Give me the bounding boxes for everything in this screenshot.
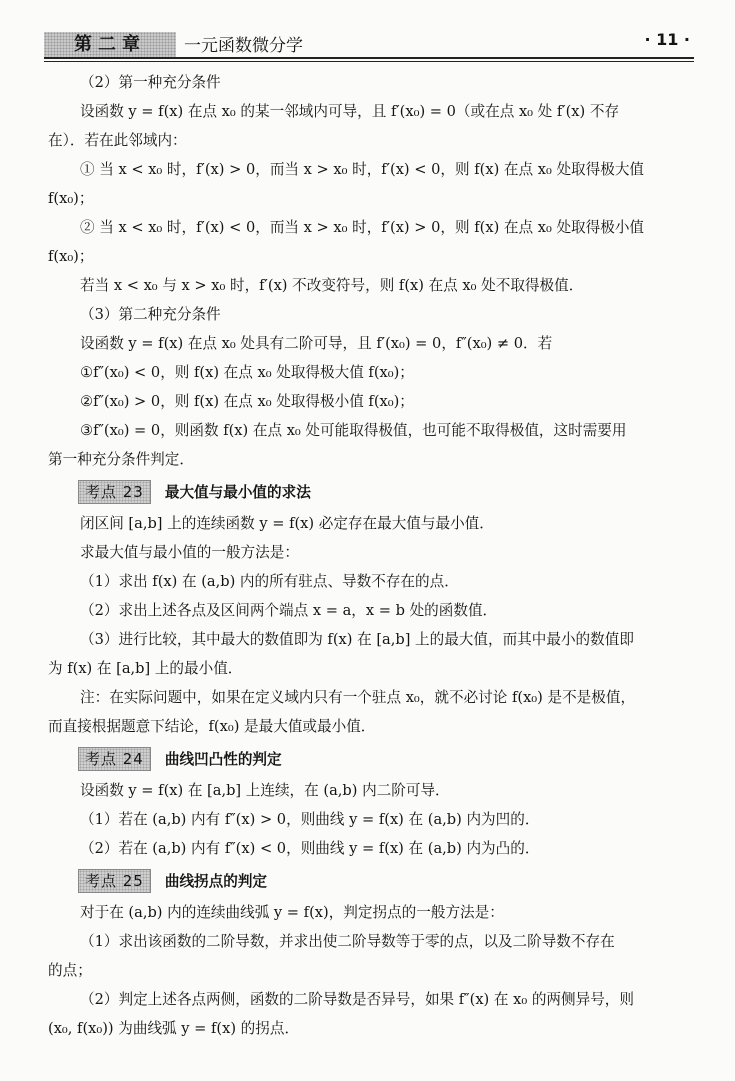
- text-line: 为 f(x) 在 [a,b] 上的最小值．: [48, 660, 243, 677]
- text-line: 设函数 y = f(x) 在点 x₀ 的某一邻域内可导，且 f′(x₀) = 0（或在点 x₀ 处 f′(x) 不存: [80, 103, 620, 120]
- text-line: 闭区间 [a,b] 上的连续函数 y = f(x) 必定存在最大值与最小值．: [80, 515, 494, 532]
- text-line: （2）求出上述各点及区间两个端点 x = a，x = b 处的函数值．: [80, 602, 498, 619]
- kaodian-heading: [48, 741, 688, 776]
- kaodian-title: 曲线拐点的判定: [164, 873, 268, 890]
- text-line: f(x₀)；: [48, 248, 94, 265]
- text-line: ② 当 x < x₀ 时，f′(x) < 0，而当 x > x₀ 时，f′(x) > 0，则 f(x) 在点 x₀ 处取得极小值: [80, 219, 645, 236]
- text-line: 而直接根据题意下结论，f(x₀) 是最大值或最小值．: [48, 718, 376, 735]
- text-line: 求最大值与最小值的一般方法是：: [80, 544, 299, 561]
- text-line: （3）第二种充分条件: [80, 306, 221, 323]
- kaodian-heading: [48, 474, 688, 509]
- text-line: 在）．若在此邻域内：: [48, 132, 187, 149]
- text-line: 设函数 y = f(x) 在点 x₀ 处具有二阶可导，且 f′(x₀) = 0，f″(x₀) ≠ 0．若: [80, 335, 553, 352]
- kaodian-title: 曲线凹凸性的判定: [164, 751, 282, 768]
- chapter-label: 第二章: [44, 32, 176, 58]
- text-line: 的点；: [48, 962, 92, 979]
- text-line: 对于在 (a,b) 内的连续曲线弧 y = f(x)，判定拐点的一般方法是：: [80, 904, 504, 921]
- kaodian-badge: 考点 24: [78, 747, 151, 771]
- kaodian-badge: 考点 25: [78, 869, 151, 893]
- text-line: ③f″(x₀) = 0，则函数 f(x) 在点 x₀ 处可能取得极值，也可能不取得极值，这时需要用: [80, 422, 627, 439]
- text-line: （2）若在 (a,b) 内有 f″(x) < 0，则曲线 y = f(x) 在 (a,b) 内为凸的．: [80, 840, 540, 857]
- text-line: （2）判定上述各点两侧，函数的二阶导数是否异号，如果 f″(x) 在 x₀ 的两侧异号，则: [80, 991, 634, 1008]
- text-line: （1）求出该函数的二阶导数，并求出使二阶导数等于零的点，以及二阶导数不存在: [80, 933, 615, 950]
- text-line: （3）进行比较，其中最大的数值即为 f(x) 在 [a,b] 上的最大值，而其中最小的数值即: [80, 631, 634, 648]
- header-rule: [44, 57, 694, 59]
- text-line: ②f″(x₀) > 0，则 f(x) 在点 x₀ 处取得极小值 f(x₀)；: [80, 393, 414, 410]
- chapter-title: 一元函数微分学: [184, 36, 303, 56]
- kaodian-badge: 考点 23: [78, 480, 151, 504]
- kaodian-heading: [48, 863, 688, 898]
- text-line: 设函数 y = f(x) 在 [a,b] 上连续，在 (a,b) 内二阶可导．: [80, 782, 450, 799]
- text-line: ① 当 x < x₀ 时，f′(x) > 0，而当 x > x₀ 时，f′(x) < 0，则 f(x) 在点 x₀ 处取得极大值: [80, 161, 645, 178]
- text-line: f(x₀)；: [48, 190, 94, 207]
- header-rule-thin: [44, 61, 694, 62]
- kaodian-title: 最大值与最小值的求法: [164, 484, 311, 501]
- text-line: （2）第一种充分条件: [80, 74, 221, 91]
- text-line: ①f″(x₀) < 0，则 f(x) 在点 x₀ 处取得极大值 f(x₀)；: [80, 364, 414, 381]
- text-line: 若当 x < x₀ 与 x > x₀ 时，f′(x) 不改变符号，则 f(x) 在点 x₀ 处不取得极值．: [80, 277, 584, 294]
- text-line: （1）求出 f(x) 在 (a,b) 内的所有驻点、导数不存在的点．: [80, 573, 459, 590]
- page-header: [44, 24, 694, 58]
- text-line: 第一种充分条件判定．: [48, 451, 194, 468]
- page-number: · 11 ·: [644, 30, 690, 49]
- text-line: 注：在实际问题中，如果在定义域内只有一个驻点 x₀，就不必讨论 f(x₀) 是不是极值，: [80, 689, 636, 706]
- page-body: [48, 68, 688, 1043]
- text-line: （1）若在 (a,b) 内有 f″(x) > 0，则曲线 y = f(x) 在 (a,b) 内为凹的．: [80, 811, 540, 828]
- text-line: (x₀, f(x₀)) 为曲线弧 y = f(x) 的拐点．: [48, 1020, 300, 1037]
